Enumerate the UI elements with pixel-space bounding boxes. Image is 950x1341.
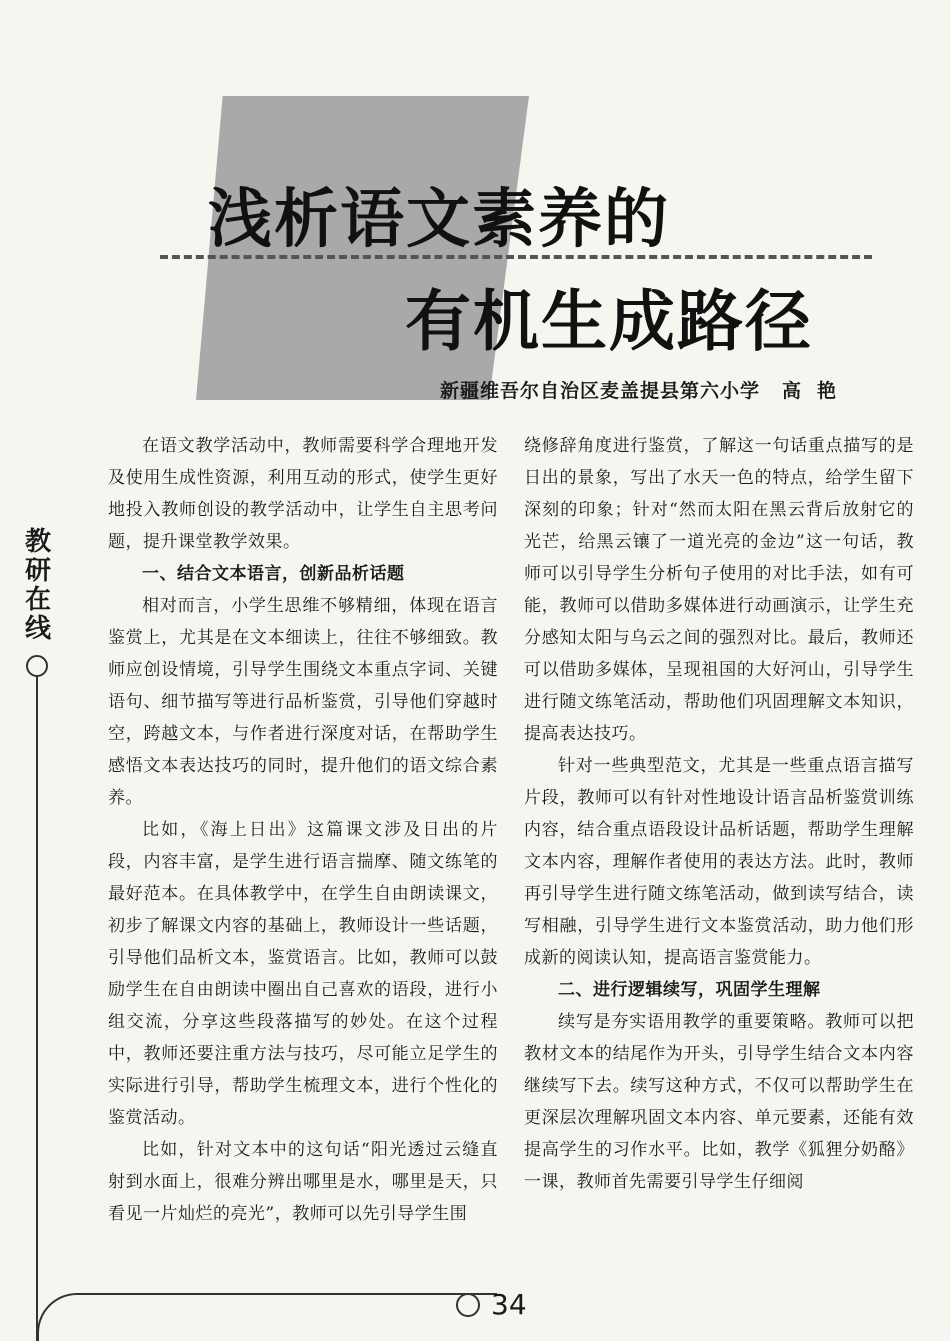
paragraph: 续写是夯实语用教学的重要策略。教师可以把教材文本的结尾作为开头，引导学生结合文本内容继续写下去。续写这种方式，不仅可以帮助学生在更深层次理解巩固文本内容、单元要素，还能有效提高学生的习作水平。比如，教学《狐狸分奶酪》一课，教师首先需要引导学生仔细阅 <box>524 1012 914 1192</box>
sidebar-vertical-rule <box>36 677 38 1341</box>
article-title-line-1: 浅析语文素养的 <box>208 183 670 257</box>
paragraph: 在语文教学活动中，教师需要科学合理地开发及使用生成性资源，利用互动的形式，使学生更好地投入教师创设的教学活动中，让学生自主思考问题，提升课堂教学效果。 <box>108 436 498 552</box>
article-column-right <box>524 430 914 1198</box>
article-title-line-2: 有机生成路径 <box>405 283 813 360</box>
section-label: 教研在线 <box>24 527 51 644</box>
section-heading-2: 二、进行逻辑续写，巩固学生理解 <box>558 980 821 1000</box>
paragraph: 比如，《海上日出》这篇课文涉及日出的片段，内容丰富，是学生进行语言揣摩、随文练笔的最好范本。在具体教学中，在学生自由朗读课文，初步了解课文内容的基础上，教师设计一些话题，引导他们品析文本，鉴赏语言。比如，教师可以鼓励学生在自由朗读中圈出自己喜欢的语段，进行小组交流，分享这些段落描写的妙处。在这个过程中，教师还要注重方法与技巧，尽可能立足学生的实际进行引导，帮助学生梳理文本，进行个性化的鉴赏活动。 <box>108 820 498 1128</box>
byline <box>440 376 880 403</box>
paragraph: 比如，针对文本中的这句话“阳光透过云缝直射到水面上，很难分辨出哪里是水，哪里是天，只看见一片灿烂的亮光”，教师可以先引导学生围 <box>108 1140 498 1224</box>
author-name: 高艳 <box>782 380 853 402</box>
footer-circle-ornament <box>456 1293 480 1317</box>
sidebar-circle-ornament <box>26 655 48 677</box>
section-heading-1: 一、结合文本语言，创新品析话题 <box>142 564 405 584</box>
paragraph-continued: 绕修辞角度进行鉴赏，了解这一句话重点描写的是日出的景象，写出了水天一色的特点，给学生留下深刻的印象；针对“然而太阳在黑云背后放射它的光芒，给黑云镶了一道光亮的金边”这一句话，教师可以引导学生分析句子使用的对比手法，如有可能，教师可以借助多媒体进行动画演示，让学生充分感知太阳与乌云之间的强烈对比。最后，教师还可以借助多媒体，呈现祖国的大好河山，引导学生进行随文练笔活动，帮助他们巩固理解文本知识，提高表达技巧。 <box>524 436 914 744</box>
title-dashed-divider <box>160 255 872 259</box>
article-column-left <box>108 430 498 1230</box>
author-affiliation: 新疆维吾尔自治区麦盖提县第六小学 <box>440 380 761 402</box>
page-number: 34 <box>491 1288 527 1321</box>
paragraph: 针对一些典型范文，尤其是一些重点语言描写片段，教师可以有针对性地设计语言品析鉴赏训练内容，结合重点语段设计品析话题，帮助学生理解文本内容，理解作者使用的表达方法。此时，教师再引导学生进行随文练笔活动，做到读写结合，读写相融，引导学生进行文本鉴赏活动，助力他们形成新的阅读认知，提高语言鉴赏能力。 <box>524 756 914 968</box>
paragraph: 相对而言，小学生思维不够精细，体现在语言鉴赏上，尤其是在文本细读上，往往不够细致。教师应创设情境，引导学生围绕文本重点字词、关键语句、细节描写等进行品析鉴赏，引导他们穿越时空，跨越文本，与作者进行深度对话，在帮助学生感悟文本表达技巧的同时，提升他们的语文综合素养。 <box>108 596 498 808</box>
footer-curve-rule <box>37 1293 497 1341</box>
